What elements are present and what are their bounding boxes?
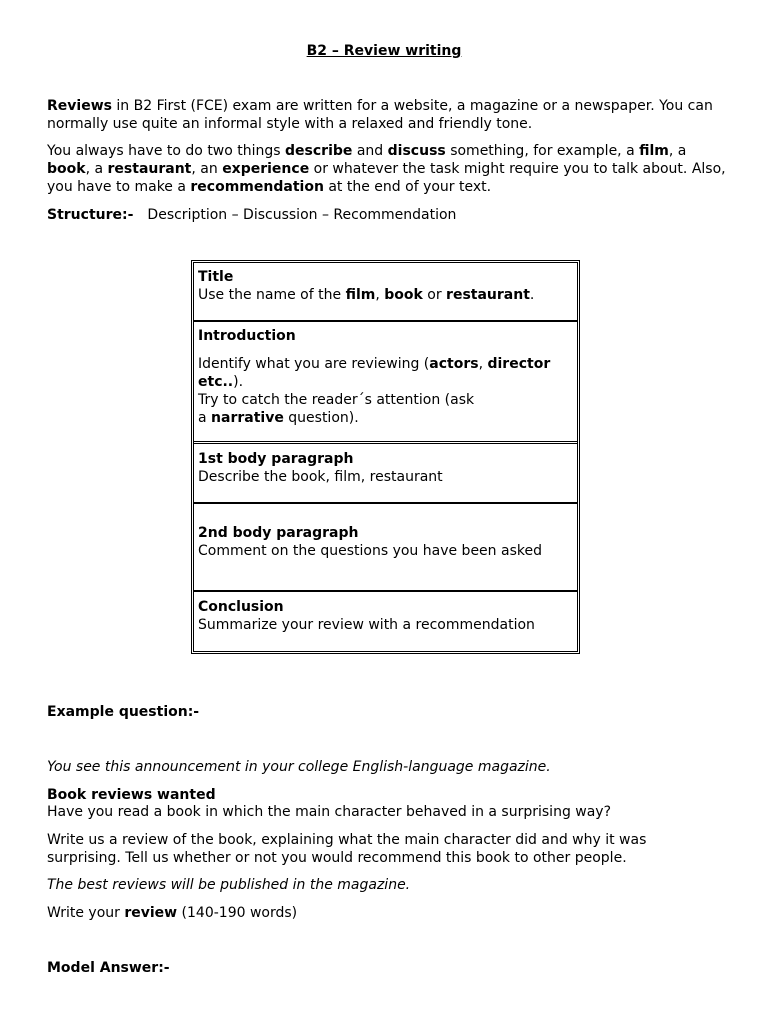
example-heading: Book reviews wanted: [47, 787, 216, 803]
table-divider: [194, 502, 577, 504]
example-write-instruction: Write your review (140-190 words): [47, 905, 298, 921]
structure-line: [47, 206, 727, 224]
table-row-conclusion: Conclusion Summarize your review with a recommendation: [198, 599, 535, 633]
row-heading: Introduction: [198, 328, 296, 344]
model-answer-label: Model Answer:-: [47, 960, 170, 976]
example-instructions: Write us a review of the book, explaining what the main character did and why it was surprising. Tell us whether or not you would recommend this book to other people.: [47, 832, 647, 866]
table-row-title: Title Use the name of the film, book or restaurant.: [198, 269, 535, 303]
structure-table: [191, 260, 580, 654]
example-question: Have you read a book in which the main character behaved in a surprising way?: [47, 804, 612, 820]
example-announcement: You see this announcement in your college English-language magazine.: [47, 759, 551, 775]
page-title: B2 – Review writing: [306, 43, 462, 59]
table-row-introduction: Introduction Identify what you are reviewing (actors, director etc..). Try to catch the reader´s attention (ask a narrative question).: [198, 328, 551, 426]
example-label: Example question:-: [47, 704, 200, 720]
example-published-note: The best reviews will be published in the magazine.: [47, 877, 411, 893]
table-divider: [194, 590, 577, 592]
row-heading: Title: [198, 269, 234, 285]
reviews-term: Reviews: [47, 98, 112, 114]
intro-paragraph-2: You always have to do two things describe and discuss something, for example, a film, a book, a restaurant, an experience or whatever the task might require you to talk about. Also, you have to make a recommendation at the end of your text.: [47, 143, 726, 195]
table-divider: [194, 320, 577, 322]
row-heading: 1st body paragraph: [198, 451, 354, 467]
row-heading: 2nd body paragraph: [198, 525, 359, 541]
table-divider: [194, 441, 577, 444]
intro-paragraph-1: Reviews in B2 First (FCE) exam are written for a website, a magazine or a newspaper. You can normally use quite an informal style with a relaxed and friendly tone.: [47, 98, 713, 132]
structure-value: Description – Discussion – Recommendation: [147, 207, 457, 223]
table-row-body2: 2nd body paragraph Comment on the questions you have been asked: [198, 525, 542, 559]
structure-label: Structure:-: [47, 207, 134, 223]
row-heading: Conclusion: [198, 599, 284, 615]
table-row-body1: 1st body paragraph Describe the book, film, restaurant: [198, 451, 443, 485]
